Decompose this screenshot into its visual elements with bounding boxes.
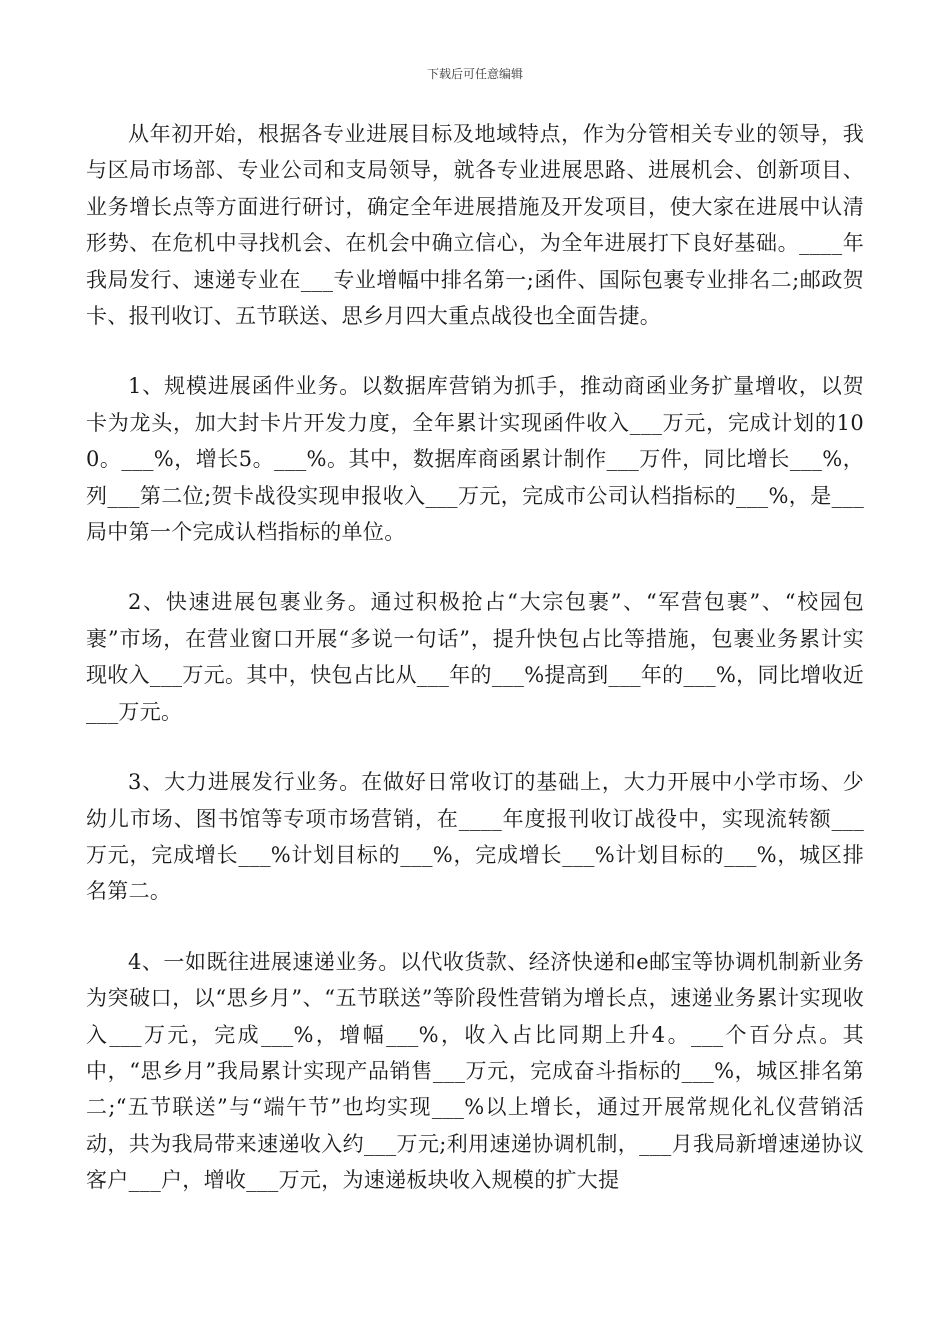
document-body	[86, 116, 864, 1199]
page-header-note: 下载后可任意编辑	[426, 67, 523, 81]
paragraph-parcel-business: 2、快速进展包裹业务。通过积极抢占“大宗包裹”、“军营包裹”、“校园包裹”市场，在营业窗口开展“多说一句话”，提升快包占比等措施，包裹业务累计实现收入___万元。其中，快包占比从___年的___%提高到___年的___%，同比增收近___万元。	[86, 590, 864, 724]
paragraph-distribution-business: 3、大力进展发行业务。在做好日常收订的基础上，大力开展中小学市场、少幼儿市场、图书馆等专项市场营销，在____年度报刊收订战役中，实现流转额___万元，完成增长___%计划目标的___%，完成增长___%计划目标的___%，城区排名第二。	[86, 770, 864, 904]
paragraph-express-business: 4、一如既往进展速递业务。以代收货款、经济快递和e邮宝等协调机制新业务为突破口，以“思乡月”、“五节联送”等阶段性营销为增长点，速递业务累计实现收入___万元，完成___%，增幅___%，收入占比同期上升4。___个百分点。其中，“思乡月”我局累计实现产品销售___万元，完成奋斗指标的___%，城区排名第二;“五节联送”与“端午节”也均实现___%以上增长，通过开展常规化礼仪营销活动，共为我局带来速递收入约___万元;利用速递协调机制，___月我局新增速递协议客户___户，增收___万元，为速递板块收入规模的扩大提	[86, 949, 864, 1193]
paragraph-letter-business: 1、规模进展函件业务。以数据库营销为抓手，推动商函业务扩量增收，以贺卡为龙头，加大封卡片开发力度，全年累计实现函件收入___万元，完成计划的100。___%，增长5。___%。其中，数据库商函累计制作___万件，同比增长___%，列___第二位;贺卡战役实现申报收入___万元，完成市公司认档指标的___%，是___局中第一个完成认档指标的单位。	[86, 374, 864, 545]
paragraph-intro: 从年初开始，根据各专业进展目标及地域特点，作为分管相关专业的领导，我与区局市场部、专业公司和支局领导，就各专业进展思路、进展机会、创新项目、业务增长点等方面进行研讨，确定全年进展措施及开发项目，使大家在进展中认清形势、在危机中寻找机会、在机会中确立信心，为全年进展打下良好基础。____年我局发行、速递专业在___专业增幅中排名第一;函件、国际包裹专业排名二;邮政贺卡、报刊收订、五节联送、思乡月四大重点战役也全面告捷。	[86, 122, 864, 329]
